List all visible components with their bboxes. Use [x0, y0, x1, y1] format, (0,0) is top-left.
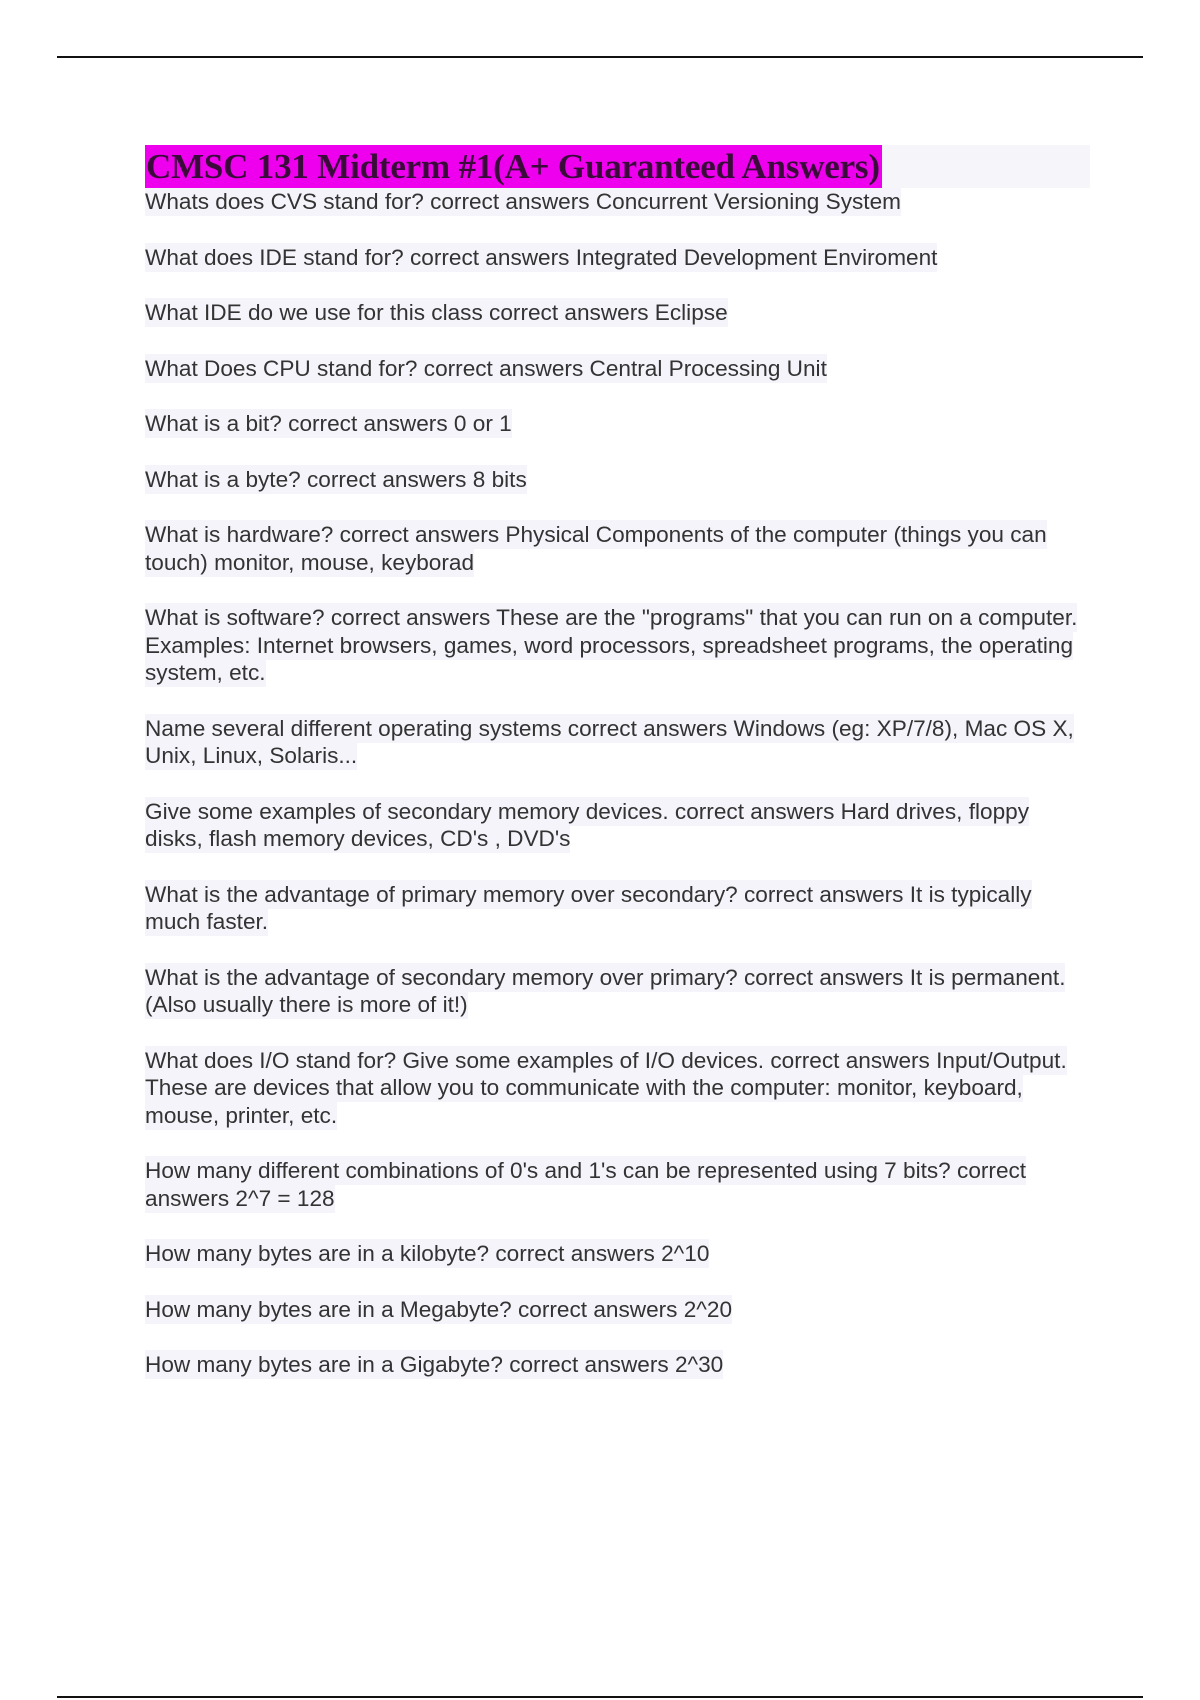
- qa-item: [145, 410, 1090, 438]
- footer-rule: [57, 1696, 1143, 1698]
- title-bar: [145, 145, 1090, 188]
- qa-item: [145, 1296, 1090, 1324]
- question-text: What does IDE stand for?: [145, 244, 404, 270]
- qa-text: [145, 714, 1074, 771]
- qa-text: [145, 963, 1065, 1020]
- answer-label: correct answers: [737, 964, 910, 990]
- question-text: What is the advantage of primary memory over secondary?: [145, 881, 738, 907]
- qa-text: [145, 354, 827, 383]
- answer-text: These are the "programs" that you can run on a computer. Examples: Internet browsers, games, word processors, spreadsheet programs, the operating system, etc.: [145, 605, 1078, 685]
- question-text: Whats does CVS stand for?: [145, 189, 424, 214]
- qa-text: [145, 409, 512, 438]
- answer-label: correct answers: [403, 244, 576, 270]
- answer-text: 2^10: [661, 1241, 710, 1266]
- answer-label: correct answers: [281, 411, 454, 436]
- question-text: What is hardware?: [145, 522, 334, 547]
- question-text: Give some examples of secondary memory devices.: [145, 798, 669, 824]
- answer-label: correct answers: [764, 1047, 937, 1073]
- qa-text: [145, 520, 1047, 577]
- qa-item: [145, 466, 1090, 494]
- answer-label: correct answers: [423, 189, 596, 214]
- answer-text: Physical Components of the computer (things you can touch) monitor, mouse, keyborad: [145, 522, 1047, 575]
- question-text: What is the advantage of secondary memory over primary?: [145, 964, 738, 990]
- question-text: How many bytes are in a Megabyte?: [145, 1296, 512, 1322]
- answer-label: correct answers: [333, 522, 506, 547]
- answer-text: 2^20: [683, 1296, 733, 1322]
- qa-item: [145, 1351, 1090, 1379]
- question-text: How many different combinations of 0's and 1's can be represented using 7 bits?: [145, 1158, 951, 1183]
- answer-text: Eclipse: [654, 300, 728, 325]
- qa-item: [145, 355, 1090, 383]
- qa-item: [145, 881, 1090, 936]
- question-text: Name several different operating systems: [145, 715, 562, 741]
- qa-text: [145, 243, 937, 272]
- answer-label: correct answers: [737, 881, 910, 907]
- question-text: How many bytes are in a kilobyte?: [145, 1241, 490, 1266]
- document-body: [145, 145, 1090, 1407]
- answer-text: Integrated Development Enviroment: [575, 244, 938, 270]
- answer-text: 8 bits: [472, 466, 527, 492]
- answer-text: 2^7 = 128: [235, 1185, 335, 1211]
- qa-item: [145, 521, 1090, 576]
- qa-text: [145, 797, 1029, 854]
- header-rule: [57, 56, 1143, 58]
- qa-text: [145, 1156, 1026, 1213]
- answer-text: 2^30: [674, 1352, 724, 1377]
- answer-label: correct answers: [482, 300, 655, 325]
- qa-item: [145, 1157, 1090, 1212]
- qa-item: [145, 964, 1090, 1019]
- qa-item: [145, 244, 1090, 272]
- answer-text: 0 or 1: [453, 411, 512, 436]
- question-text: What Does CPU stand for?: [145, 355, 418, 381]
- answer-label: correct answers: [145, 1158, 1027, 1211]
- page-title: CMSC 131 Midterm #1(A+ Guaranteed Answers): [146, 147, 880, 186]
- question-text: What IDE do we use for this class: [145, 300, 483, 325]
- qa-text: [145, 1295, 732, 1324]
- qa-item: [145, 1240, 1090, 1268]
- answer-text: Central Processing Unit: [589, 355, 827, 381]
- qa-list: [145, 188, 1090, 1379]
- question-text: How many bytes are in a Gigabyte?: [145, 1352, 503, 1377]
- qa-item: [145, 188, 1090, 216]
- answer-text: Input/Output. These are devices that allow you to communicate with the computer: monitor, keyboard, mouse, printer, etc.: [145, 1047, 1067, 1128]
- question-text: What does I/O stand for? Give some examples of I/O devices.: [145, 1047, 765, 1073]
- qa-text: [145, 1239, 709, 1268]
- qa-text: [145, 880, 1032, 937]
- qa-text: [145, 1046, 1067, 1130]
- answer-label: correct answers: [417, 355, 590, 381]
- answer-text: It is permanent. (Also usually there is more of it!): [145, 964, 1066, 1017]
- answer-label: correct answers: [489, 1241, 662, 1266]
- answer-text: Concurrent Versioning System: [595, 189, 901, 214]
- answer-text: Hard drives, floppy disks, flash memory devices, CD's , DVD's: [145, 798, 1030, 851]
- qa-item: [145, 715, 1090, 770]
- question-text: What is a byte?: [145, 466, 301, 492]
- answer-label: correct answers: [561, 715, 734, 741]
- answer-text: It is typically much faster.: [145, 881, 1032, 934]
- qa-item: [145, 798, 1090, 853]
- qa-item: [145, 299, 1090, 327]
- qa-item: [145, 1047, 1090, 1130]
- answer-label: correct answers: [324, 605, 497, 630]
- answer-label: correct answers: [511, 1296, 684, 1322]
- qa-text: [145, 1350, 723, 1379]
- answer-label: correct answers: [668, 798, 841, 824]
- qa-text: [145, 187, 901, 216]
- qa-text: [145, 298, 728, 327]
- question-text: What is software?: [145, 605, 325, 630]
- question-text: What is a bit?: [145, 411, 282, 436]
- answer-label: correct answers: [300, 466, 473, 492]
- answer-label: correct answers: [502, 1352, 675, 1377]
- qa-text: [145, 465, 527, 494]
- answer-text: Windows (eg: XP/7/8), Mac OS X, Unix, Linux, Solaris...: [145, 715, 1074, 768]
- qa-item: [145, 604, 1090, 687]
- qa-text: [145, 603, 1077, 687]
